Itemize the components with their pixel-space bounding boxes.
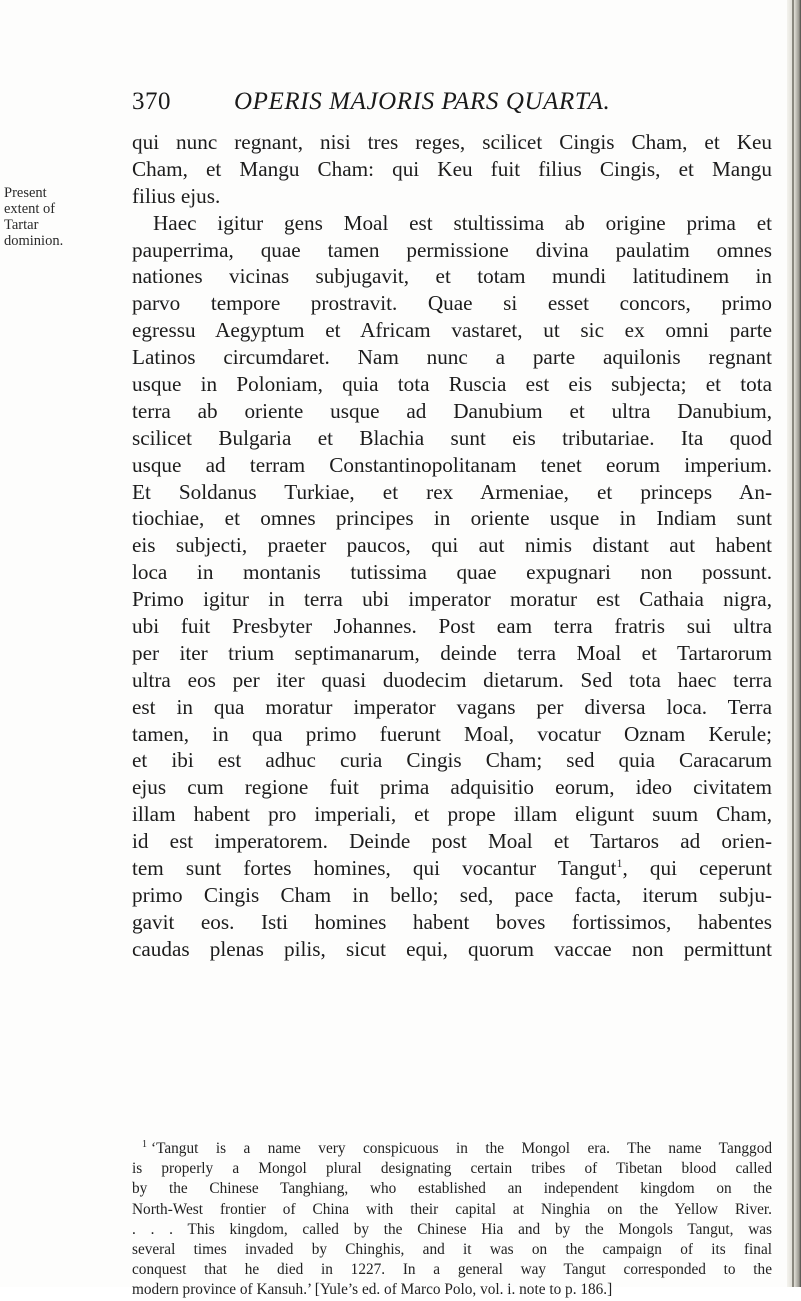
text-line: Primo igitur in terra ubi imperator moratur est Cathaia nigra, — [132, 587, 772, 612]
text-line: terra ab oriente usque ad Danubium et ultra Danubium, — [132, 398, 772, 423]
text-line: Cham, et Mangu Cham: qui Keu fuit filius Cingis, et Mangu — [132, 156, 772, 181]
text-line: Latinos circumdaret. Nam nunc a parte aquilonis regnant — [132, 345, 772, 370]
page-edge-line — [792, 0, 794, 1287]
text-line: usque ad terram Constantinopolitanam tenet eorum imperium. — [132, 452, 772, 477]
text-line: Et Soldanus Turkiae, et rex Armeniae, et princeps An- — [132, 479, 772, 504]
footnote-text: ‘Tangut is a name very conspicuous in the Mongol era. The name Tanggod — [151, 1140, 772, 1157]
text-line-with-footnote-ref — [132, 855, 772, 882]
text-line: parvo tempore prostravit. Quae si esset concors, primo — [132, 291, 772, 316]
text-line: usque in Poloniam, quia tota Ruscia est eis subjecta; et tota — [132, 372, 772, 397]
text-line: ejus cum regione fuit prima adquisitio eorum, ideo civitatem — [132, 775, 772, 800]
footnote-line: . . . This kingdom, called by the Chinese Hia and by the Mongols Tangut, was — [132, 1220, 772, 1238]
text-line: caudas plenas pilis, sicut equi, quorum vaccae non permittunt — [132, 936, 772, 961]
page-number: 370 — [132, 88, 171, 115]
running-head — [132, 88, 762, 118]
text-line: et ibi est adhuc curia Cingis Cham; sed quia Caracarum — [132, 748, 772, 773]
text-segment: , qui ceperunt — [622, 856, 773, 881]
text-line: per iter trium septimanarum, deinde terra Moal et Tartarorum — [132, 640, 772, 665]
footnote-marker: 1 — [142, 1139, 147, 1150]
text-line: Haec igitur gens Moal est stultissima ab origine prima et — [153, 210, 772, 235]
marginal-note — [4, 185, 94, 249]
footnote-line: is properly a Mongol plural designating certain tribes of Tibetan blood called — [132, 1160, 772, 1178]
footnote — [132, 1139, 772, 1301]
marginal-note-line: extent of — [4, 201, 56, 217]
footnote-line: several times invaded by Chinghis, and it was on the campaign of its final — [132, 1240, 772, 1258]
text-line: loca in montanis tutissima quae expugnari non possunt. — [132, 560, 772, 585]
text-line: scilicet Bulgaria et Blachia sunt eis tributariae. Ita quod — [132, 425, 772, 450]
text-line: gavit eos. Isti homines habent boves fortissimos, habentes — [132, 909, 772, 934]
text-line: eis subjecti, praeter paucos, qui aut nimis distant aut habent — [132, 533, 772, 558]
marginal-note-line: Present — [4, 185, 47, 201]
footnote-line: conquest that he died in 1227. In a general way Tangut corresponded to the — [132, 1261, 772, 1279]
running-title: OPERIS MAJORIS PARS QUARTA. — [234, 88, 611, 115]
text-line: id est imperatorem. Deinde post Moal et Tartaros ad orien- — [132, 829, 772, 854]
text-line: illam habent pro imperiali, et prope illam eligunt suum Cham, — [132, 802, 772, 827]
marginal-note-line: Tartar — [4, 217, 39, 233]
main-text — [132, 129, 772, 963]
page-edge-shadow — [787, 0, 801, 1287]
text-line: ubi fuit Presbyter Johannes. Post eam terra fratris sui ultra — [132, 614, 772, 639]
footnote-line: North-West frontier of China with their capital at Ninghia on the Yellow River. — [132, 1200, 772, 1218]
text-line: primo Cingis Cham in bello; sed, pace facta, iterum subju- — [132, 882, 772, 907]
text-line: est in qua moratur imperator vagans per diversa loca. Terra — [132, 694, 772, 719]
marginal-note-line: dominion. — [4, 233, 64, 249]
text-segment: tem sunt fortes homines, qui vocantur Tangut — [132, 856, 617, 881]
footnote-reference[interactable]: 1 — [616, 856, 623, 871]
text-line: pauperrima, quae tamen permissione divina paulatim omnes — [132, 237, 772, 262]
footnote-line: modern province of Kansuh.’ [Yule’s ed. of Marco Polo, vol. i. note to p. 186.] — [132, 1281, 613, 1299]
text-line: tamen, in qua primo fuerunt Moal, vocatur Oznam Kerule; — [132, 721, 772, 746]
text-line: ultra eos per iter quasi duodecim dietarum. Sed tota haec terra — [132, 667, 772, 692]
text-line: filius ejus. — [132, 183, 221, 208]
text-line: qui nunc regnant, nisi tres reges, scilicet Cingis Cham, et Keu — [132, 130, 772, 154]
text-line: nationes vicinas subjugavit, et totam mundi latitudinem in — [132, 264, 772, 289]
footnote-line — [132, 1139, 772, 1159]
text-line: tiochiae, et omnes principes in oriente usque in Indiam sunt — [132, 506, 772, 531]
footnote-line: by the Chinese Tanghiang, who established an independent kingdom on the — [132, 1180, 772, 1198]
text-line: egressu Aegyptum et Africam vastaret, ut sic ex omni parte — [132, 318, 772, 343]
